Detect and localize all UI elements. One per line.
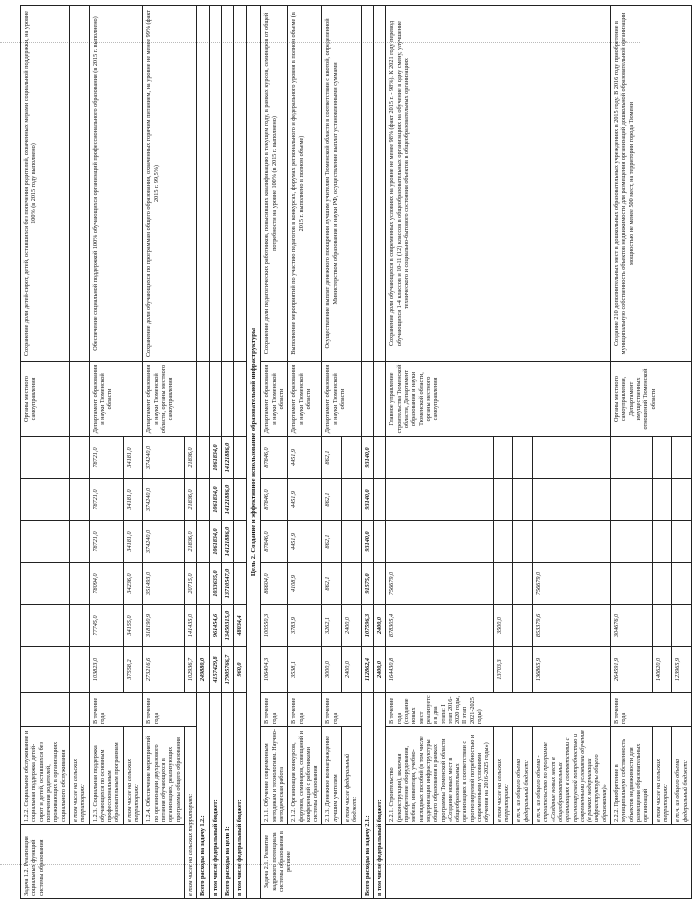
value-cell: 78721,0: [89, 479, 123, 521]
term-cell: В течение года: [261, 693, 288, 727]
value-cell: 878305,4: [386, 605, 493, 647]
value-cell: 136865,9: [532, 647, 610, 693]
table-row: [611, 6, 653, 899]
value-cell: [342, 437, 362, 479]
value-cell: 273216,6: [143, 647, 185, 693]
value-cell: [342, 479, 362, 521]
value-cell: [21, 563, 70, 605]
value-cell: 91575,0: [361, 563, 373, 605]
value-cell: 106404,3: [261, 647, 288, 693]
result-cell: Сохранение доли детей-сирот, детей, оставшихся без попечения родителей, охваченных мерами социальной поддержки, на уровне 100% (в 2015 году выполнено): [21, 6, 70, 362]
value-cell: 351493,0: [143, 563, 185, 605]
value-cell: 87846,0: [261, 521, 288, 563]
value-cell: 374240,0: [143, 521, 185, 563]
table-row: [89, 6, 123, 899]
value-cell: 1061834,0: [209, 521, 221, 563]
value-cell: [374, 437, 386, 479]
table-row: [221, 6, 233, 899]
table-row: [261, 6, 288, 899]
value-cell: 141435,0: [184, 605, 196, 647]
value-cell: 86604,0: [261, 563, 288, 605]
value-cell: 78721,0: [89, 437, 123, 479]
table-row: [197, 6, 209, 899]
value-cell: 48034,4: [234, 605, 246, 647]
total-label: в том числе федеральный бюджет:: [209, 693, 221, 899]
value-cell: 17905766,7: [221, 647, 233, 693]
value-cell: 853379,6: [532, 605, 610, 647]
sub-label: в том числе на сельских территориях:: [493, 727, 513, 825]
task-cell: Задача 2.1. Развитие кадрового потенциала системы образования в регионе: [261, 825, 361, 899]
value-cell: 318190,9: [143, 605, 185, 647]
value-cell: 34155,0: [123, 605, 143, 647]
result-cell: Сохранение доли обучающихся в современных условиях на уровне не менее 98% (факт 2015 г. - 98%). К 2021 году перевод обучающихся 1-4 классов и 10-11 (12) классов в общеобразовательных организациях на обучение в одну смену, улучшение технического и социально-бытового состояния объектов в общеобразовательных организациях: [386, 6, 611, 362]
executor-cell: Органы местного самоуправления, Департамент имущественных отношений Тюменской области: [611, 362, 692, 437]
table-row: [234, 6, 246, 899]
term-cell: В течение года: [288, 693, 322, 727]
value-cell: 78094,0: [89, 563, 123, 605]
value-cell: [611, 479, 653, 521]
value-cell: 3783,9: [288, 605, 322, 647]
value-cell: 1061834,0: [209, 479, 221, 521]
value-cell: [374, 563, 386, 605]
value-cell: 862,1: [322, 479, 342, 521]
value-cell: 3262,1: [322, 605, 342, 647]
activity-name: 1.2.3. Социальная поддержка обучающихся по основным профессиональным образовательным программам: [89, 727, 123, 825]
value-cell: [197, 479, 209, 521]
value-cell: 123965,9: [672, 647, 692, 693]
value-cell: 3000,0: [322, 647, 342, 693]
result-cell: Сохранение доли обучающихся по программам общего образования, охваченных горячим питанием, на уровне не менее 99% (факт 2015 г. 99,5%): [143, 6, 197, 362]
value-cell: 264591,9: [611, 647, 653, 693]
value-cell: 13703,3: [493, 647, 513, 693]
value-cell: 4157429,8: [209, 647, 221, 693]
value-cell: [374, 479, 386, 521]
table-row: [374, 6, 386, 899]
term-cell: В течение года: [143, 693, 197, 727]
value-cell: 2400,0: [342, 605, 362, 647]
value-cell: 34181,0: [123, 479, 143, 521]
total-label: в том числе федеральный бюджет:: [374, 693, 386, 899]
result-cell: Выполнение мероприятий по участию педагогов в конкурсах, форумах регионального и федерального уровня в полном объеме (в 2015 г. выполнено в полном объеме): [288, 6, 322, 362]
value-cell: 93140,0: [361, 437, 373, 479]
value-cell: 3500,0: [493, 605, 513, 647]
value-cell: 862,1: [322, 563, 342, 605]
activity-name: 1.2.4. Обеспечение мероприятий по организации двухразового питания обучающихся в организациях, реализующих программы общего образования: [143, 727, 185, 825]
total-label: в том числе федеральный бюджет:: [234, 693, 246, 899]
value-cell: 1033635,0: [209, 563, 221, 605]
value-cell: 102936,7: [184, 647, 196, 693]
executor-cell: Органы местного самоуправления: [21, 362, 70, 437]
executor-cell: Департамент образования и науки Тюменской области: [322, 362, 361, 437]
value-cell: 862,1: [322, 521, 342, 563]
task-cell: Задача 1.2. Реализация социальных функций системы образования: [21, 825, 185, 899]
value-cell: [611, 521, 653, 563]
value-cell: 1061834,0: [209, 437, 221, 479]
table-row: [322, 6, 342, 899]
activity-name: 2.1.1. Обучение современным методикам и технологиям. Научно-методическая работа: [261, 727, 288, 825]
result-cell: Сохранение доли педагогических работников, повысивших квалификацию в текущем году, в рамках курсов, семинаров от общей потребности на уровне 100% (в 2015 г. выполнено): [261, 6, 288, 362]
value-cell: [386, 521, 493, 563]
value-cell: [21, 647, 70, 693]
total-label: Всего расходы на задачу 1.2.:: [197, 693, 209, 899]
value-cell: [197, 521, 209, 563]
program-table: [20, 5, 692, 899]
value-cell: [234, 563, 246, 605]
value-cell: 756679,0: [386, 563, 493, 605]
value-cell: 304676,0: [611, 605, 653, 647]
value-cell: 13450315,0: [221, 605, 233, 647]
value-cell: 140620,0: [652, 647, 672, 693]
executor-cell: Департамент образования и науки Тюменской области: [261, 362, 288, 437]
result-cell: Обеспечение социальной поддержкой 100% обучающихся организаций профессионального образования (в 2015 г. выполнено): [89, 6, 143, 362]
value-cell: [342, 521, 362, 563]
value-cell: 14121886,0: [221, 479, 233, 521]
table-row: [246, 6, 261, 899]
executor-cell: Департамент образования и науки Тюменской области, органы местного самоуправления: [143, 362, 197, 437]
value-cell: 21836,0: [184, 479, 196, 521]
table-row: [143, 6, 185, 899]
value-cell: 374240,0: [143, 479, 185, 521]
activity-name: 2.1.3. Денежное вознаграждение лучшим учителям: [322, 727, 342, 825]
task-cell: [386, 825, 692, 899]
activity-name: 2.1.2. Организация конкурсов, форумов, семинаров, совещаний и конференций с работниками системы образования: [288, 727, 322, 825]
value-cell: 87846,0: [261, 437, 288, 479]
term-cell: В течение года: [322, 693, 361, 727]
section-title: Цель 2. Создание и эффективное использование образовательной инфраструктуры: [246, 6, 261, 899]
result-cell: Создание 210 дополнительных мест в дошкольных образовательных учреждениях в 2015 году. В 2016 году приобретение в муниципальную собственность объектов недвижимости для размещения организаций дошкольной образовательной организации мощностью не менее 500 мест, на территории города Тюмени: [611, 6, 692, 362]
value-cell: 249880,0: [197, 647, 209, 693]
value-cell: 960,0: [234, 647, 246, 693]
value-cell: [197, 563, 209, 605]
activity-name: 2.2.1. Строительство (реконструкция), включая приобретение оборудования, мебели, инвентаря, учебно-наглядных пособий (в том числе модернизация инфраструктуры общего образования в рамках программы Тюменской области «Создание новых мест в общеобразовательных организациях в соответствии с прогнозируемой потребностью и современными условиями обучения на 2016-2025 годы»): [386, 727, 493, 825]
value-cell: [342, 563, 362, 605]
result-cell: Осуществление выплат денежного поощрения лучшим учителям Тюменской области в соответствии с квотой, определенной Министерством образования и науки РФ, осуществление выплат установленными суммами: [322, 6, 361, 362]
sub-label: в т.ч. из общего объема - строительство по программе «Создание новых мест в общеобразовательных организациях в соответствии с прогнозируемой потребностью и современными условиями обучения (в рамках модернизации инфраструктуры общего образования)»: [532, 727, 610, 825]
value-cell: 87846,0: [261, 479, 288, 521]
executor-cell: Департамент образования и науки Тюменской области: [288, 362, 322, 437]
value-cell: 20715,0: [184, 563, 196, 605]
value-cell: 78721,0: [89, 521, 123, 563]
total-label: Всего расходы на цели 1:: [221, 693, 233, 899]
value-cell: 4108,9: [288, 563, 322, 605]
executor-cell: Департамент образования и науки Тюменской области: [89, 362, 143, 437]
sub-label: в том числе на сельских территориях:: [652, 727, 672, 825]
value-cell: 961454,6: [209, 605, 221, 647]
value-cell: 14121886,0: [221, 437, 233, 479]
value-cell: 756679,0: [532, 563, 610, 605]
value-cell: 4451,9: [288, 437, 322, 479]
value-cell: [386, 437, 493, 479]
value-cell: [21, 437, 70, 479]
value-cell: 112862,4: [361, 647, 373, 693]
value-cell: 100550,3: [261, 605, 288, 647]
term-cell: В течение года: [611, 693, 692, 727]
value-cell: [611, 563, 653, 605]
value-cell: [197, 605, 209, 647]
value-cell: [21, 521, 70, 563]
value-cell: 4451,9: [288, 479, 322, 521]
executor-cell: Главное управление строительства Тюменской области, Департамент образования и науки Тюменской области, органы местного самоуправления: [386, 362, 611, 437]
value-cell: [234, 521, 246, 563]
sub-label: в том числе на сельских территориях:: [123, 727, 143, 825]
value-cell: 103823,0: [89, 647, 123, 693]
activity-name: 2.2.2. Приобретение в муниципальную собственность объектов недвижимости для размещения образовательных организаций: [611, 727, 653, 825]
value-cell: 93140,0: [361, 479, 373, 521]
table-row: [361, 6, 373, 899]
value-cell: 2400,0: [374, 647, 386, 693]
activity-name: 1.2.2. Социальное обслуживание и социальная поддержка детей-сирот и детей, оставшихся без попечения родителей, проживающих в организациях социального обслуживания: [21, 727, 70, 825]
value-cell: 164430,8: [386, 647, 493, 693]
value-cell: 21836,0: [184, 437, 196, 479]
value-cell: 3538,1: [288, 647, 322, 693]
value-cell: 21836,0: [184, 521, 196, 563]
value-cell: 77745,0: [89, 605, 123, 647]
term-cell: В течение года: [89, 693, 143, 727]
value-cell: [374, 521, 386, 563]
value-cell: [386, 479, 493, 521]
value-cell: 2400,0: [374, 605, 386, 647]
value-cell: [21, 479, 70, 521]
total-label: Всего расходы на задачу 2.1.:: [361, 693, 373, 899]
value-cell: [493, 563, 513, 605]
value-cell: 2400,0: [342, 647, 362, 693]
sub-label: в т.ч. из общего объема федеральный бюджет:: [672, 727, 692, 825]
value-cell: 107596,3: [361, 605, 373, 647]
value-cell: 14121886,0: [221, 521, 233, 563]
value-cell: 34181,0: [123, 521, 143, 563]
value-cell: 34181,0: [123, 437, 143, 479]
value-cell: 862,1: [322, 437, 342, 479]
value-cell: 34236,0: [123, 563, 143, 605]
value-cell: 374240,0: [143, 437, 185, 479]
value-cell: [611, 437, 653, 479]
value-cell: 13710547,0: [221, 563, 233, 605]
value-cell: [197, 437, 209, 479]
term-cell: [21, 693, 70, 727]
table-row: [288, 6, 322, 899]
sub-label: в том числе на сельских территориях:: [184, 727, 196, 899]
value-cell: [21, 605, 70, 647]
table-row: [209, 6, 221, 899]
term-cell: В течение года (создание новых мест реализуется в два этапа: I этап 2016-2020 годы, II этап 2021-2025 годы): [386, 693, 611, 727]
value-cell: 93140,0: [361, 521, 373, 563]
value-cell: 37558,2: [123, 647, 143, 693]
table-row: [69, 6, 89, 899]
value-cell: [234, 437, 246, 479]
sub-label: в том числе на сельских территориях:: [69, 727, 89, 825]
table-row: [21, 6, 70, 899]
sub-label: в т.ч. из общего объема федеральный бюджет:: [513, 727, 533, 825]
table-row: [386, 6, 493, 899]
value-cell: 4451,9: [288, 521, 322, 563]
sub-label: в том числе федеральный бюджет:: [342, 727, 362, 825]
value-cell: [234, 479, 246, 521]
